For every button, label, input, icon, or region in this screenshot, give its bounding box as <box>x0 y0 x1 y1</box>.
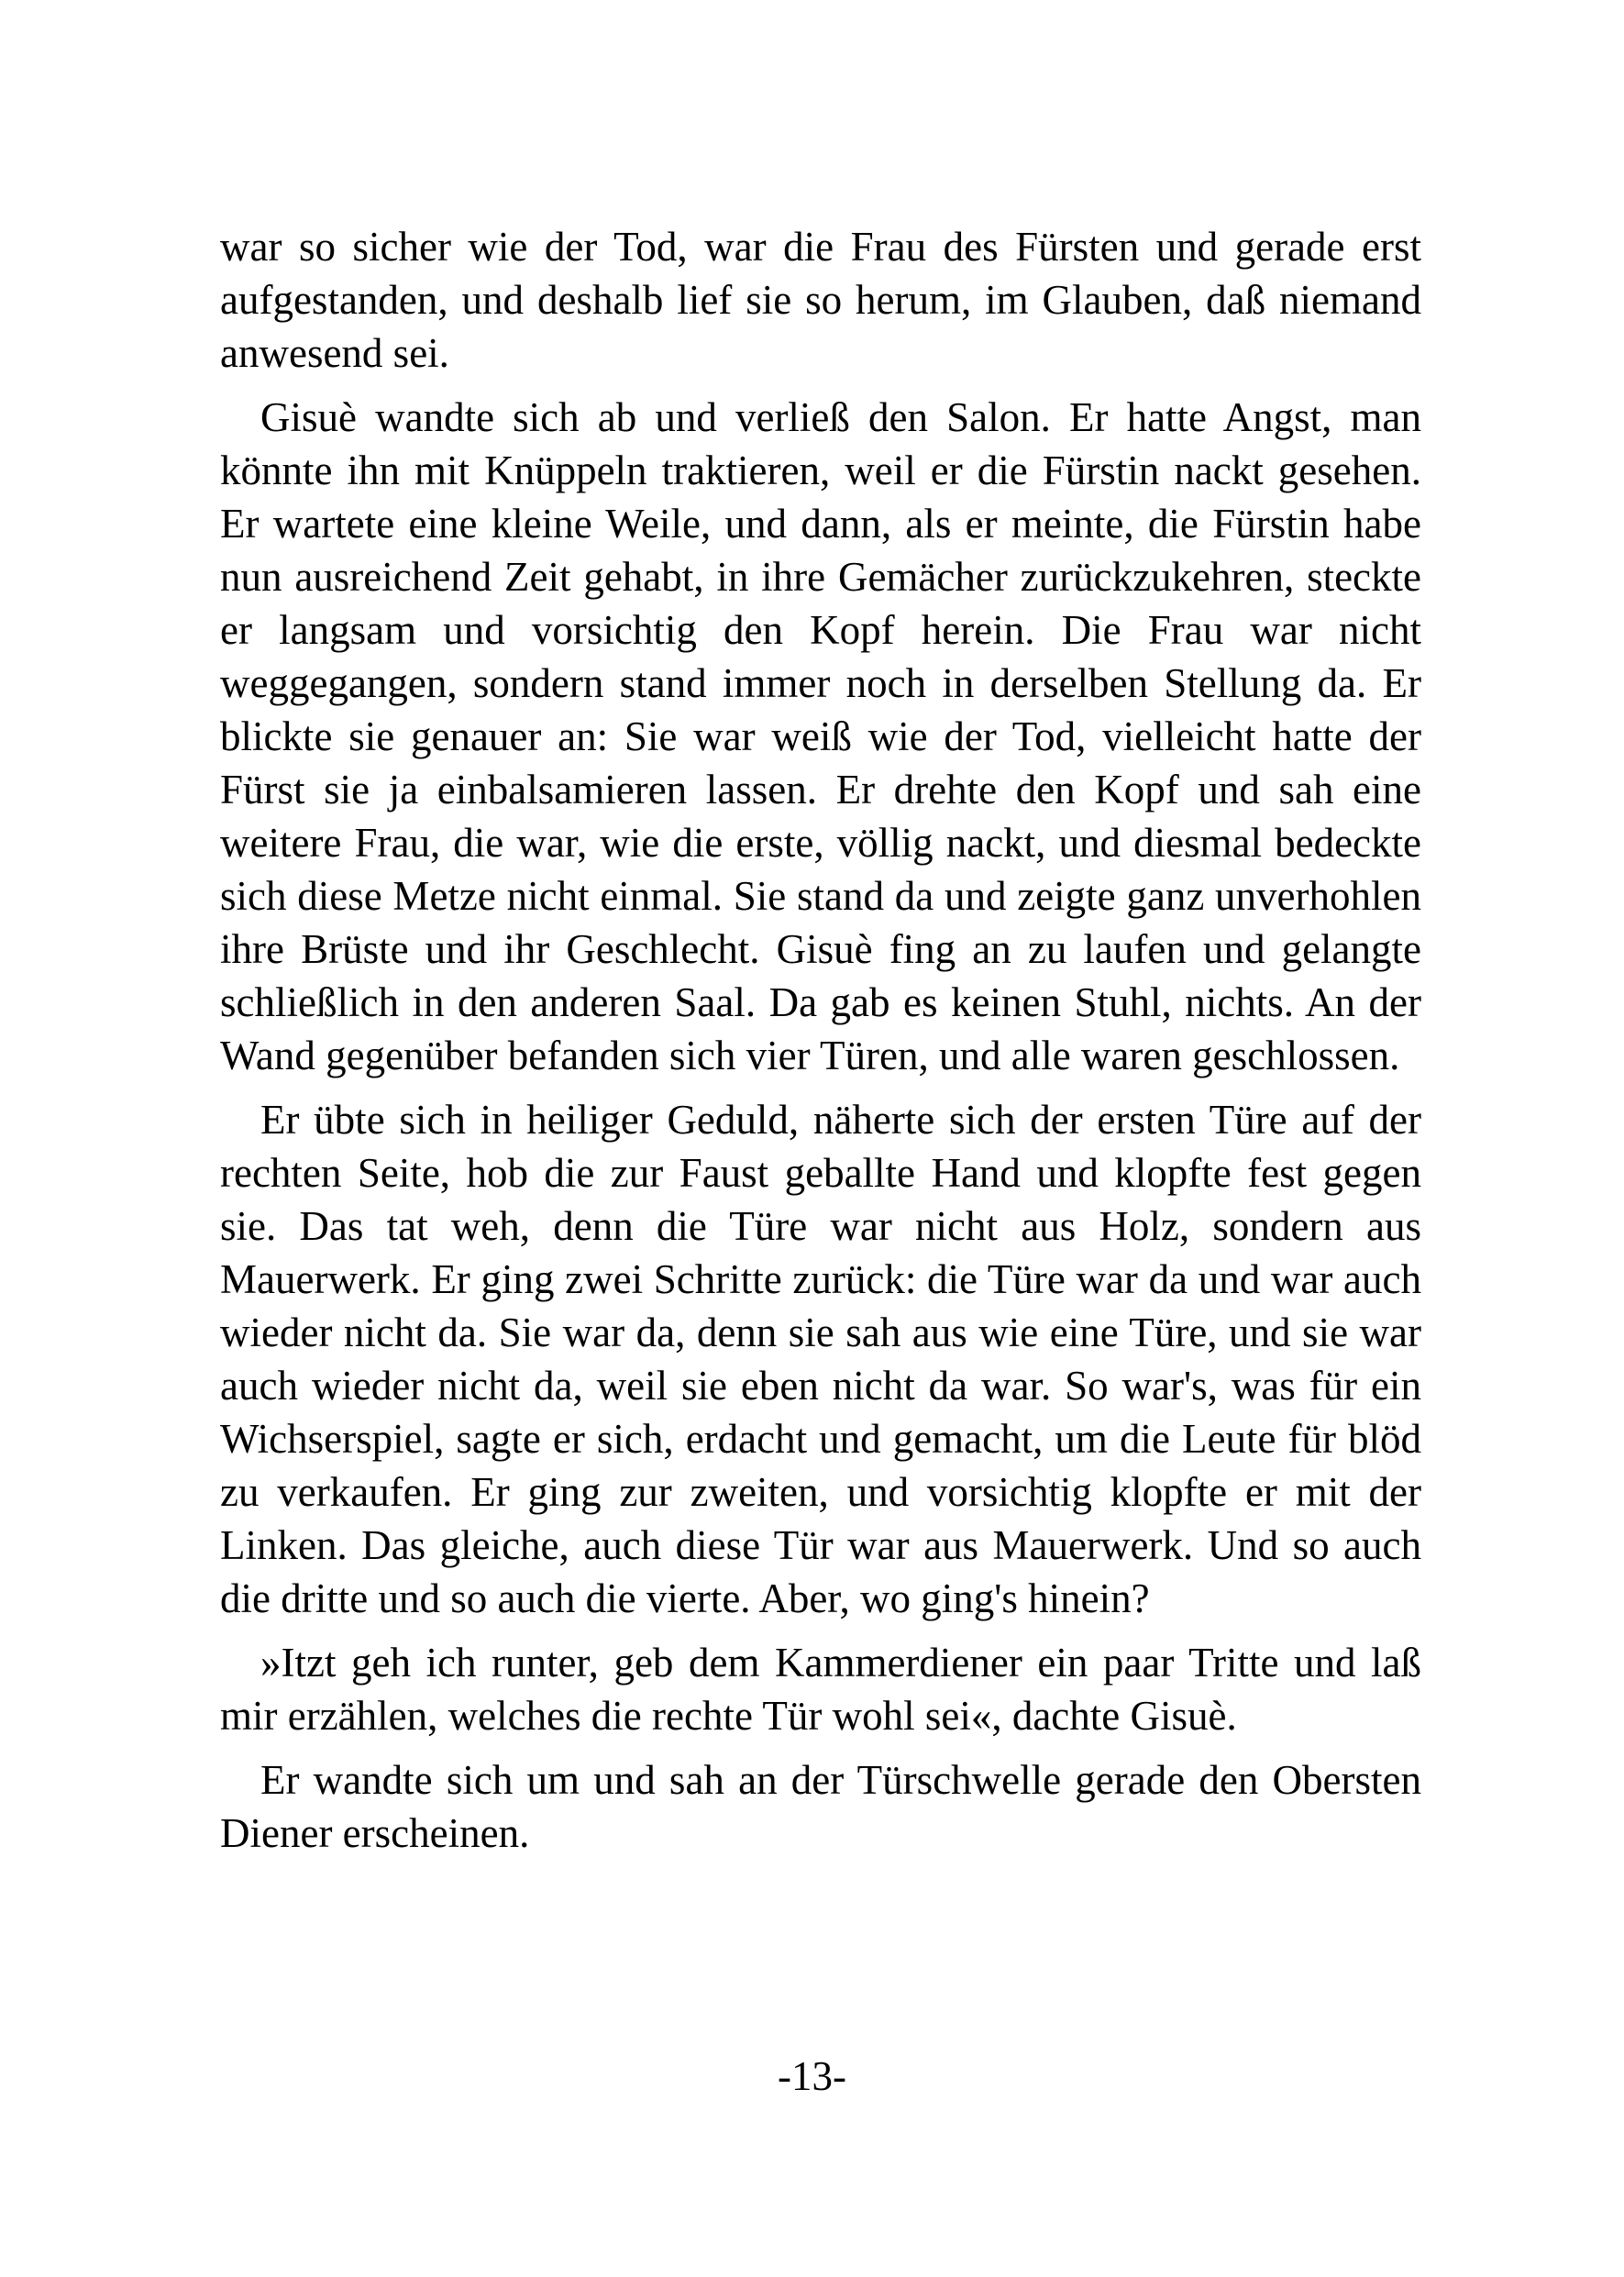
paragraph-3: Er übte sich in heiliger Geduld, näherte sich der ersten Türe auf der rechten Seite, hob die zur Faust geballte Hand und klopfte fest gegen sie. Das tat weh, denn die Türe war nicht aus Holz, sondern aus Mauerwerk. Er ging zwei Schritte zurück: die Türe war da und war auch wieder nicht da. Sie war da, denn sie sah aus wie eine Türe, und sie war auch wieder nicht da, weil sie eben nicht da war. So war's, was für ein Wichserspiel, sagte er sich, erdacht und gemacht, um die Leute für blöd zu verkaufen. Er ging zur zweiten, und vorsichtig klopfte er mit der Linken. Das gleiche, auch diese Tür war aus Mauerwerk. Und so auch die dritte und so auch die vierte. Aber, wo ging's hinein? <box>220 1097 1421 1621</box>
page-number: -13- <box>778 2053 846 2099</box>
paragraph-1: war so sicher wie der Tod, war die Frau des Fürsten und gerade erst aufgestanden, und deshalb lief sie so herum, im Glauben, daß niemand anwesend sei. <box>220 224 1421 376</box>
paragraph-5: Er wandte sich um und sah an der Türschwelle gerade den Obersten Diener erscheinen. <box>220 1757 1421 1856</box>
paragraph-4: »Itzt geh ich runter, geb dem Kammerdiener ein paar Tritte und laß mir erzählen, welches die rechte Tür wohl sei«, dachte Gisuè. <box>220 1640 1421 1739</box>
page-body <box>220 220 1421 1871</box>
paragraph-2: Gisuè wandte sich ab und verließ den Salon. Er hatte Angst, man könnte ihn mit Knüppeln traktieren, weil er die Fürstin nackt gesehen. Er wartete eine kleine Weile, und dann, als er meinte, die Fürstin habe nun ausreichend Zeit gehabt, in ihre Gemächer zurückzukehren, steckte er langsam und vorsichtig den Kopf herein. Die Frau war nicht weggegangen, sondern stand immer noch in derselben Stellung da. Er blickte sie genauer an: Sie war weiß wie der Tod, vielleicht hatte der Fürst sie ja einbalsamieren lassen. Er drehte den Kopf und sah eine weitere Frau, die war, wie die erste, völlig nackt, und diesmal bedeckte sich diese Metze nicht einmal. Sie stand da und zeigte ganz unverhohlen ihre Brüste und ihr Geschlecht. Gisuè fing an zu laufen und gelangte schließlich in den anderen Saal. Da gab es keinen Stuhl, nichts. An der Wand gegenüber befanden sich vier Türen, und alle waren geschlossen. <box>220 394 1421 1078</box>
